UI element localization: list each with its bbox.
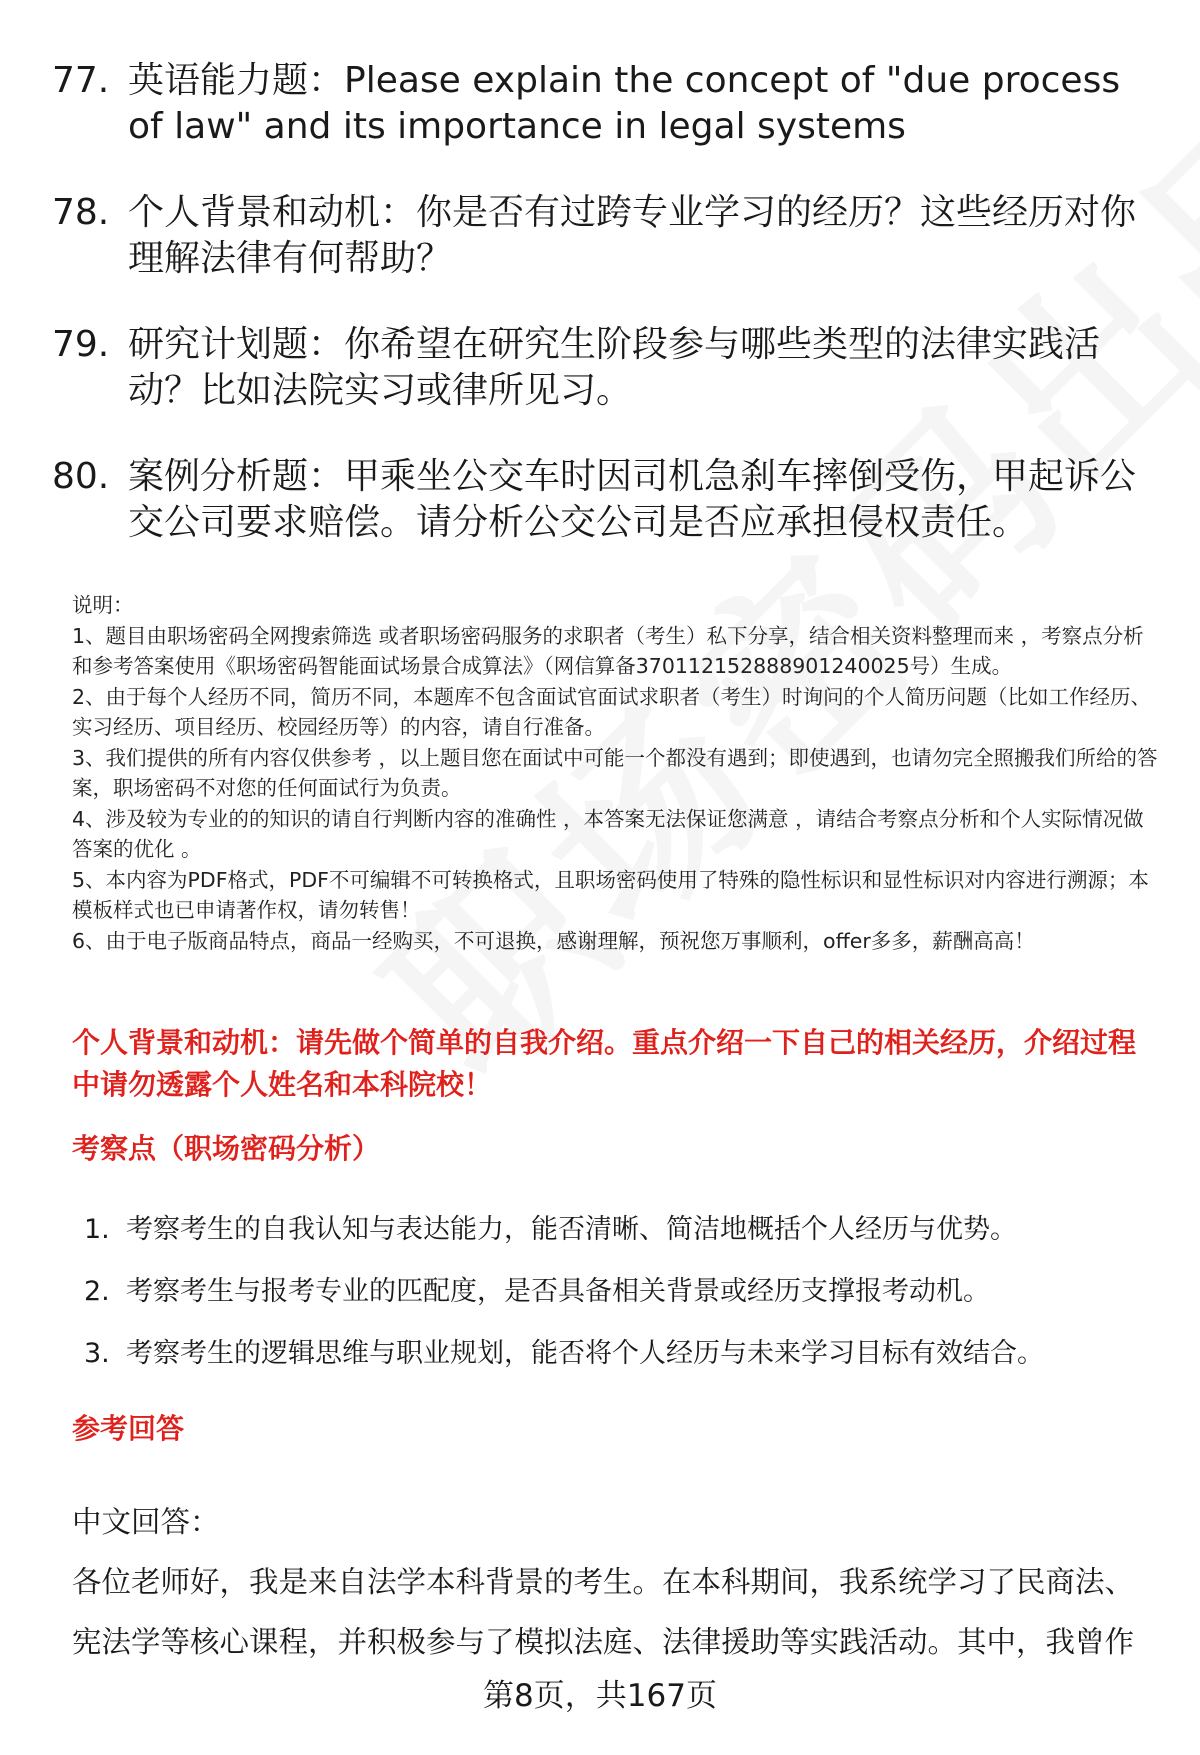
answer-text: 各位老师好，我是来自法学本科背景的考生。在本科期间，我系统学习了民商法、宪法学等核心课程，并积极参与了模拟法庭、法律援助等实践活动。其中，我曾作	[72, 1565, 1135, 1659]
notes-title: 说明：	[72, 593, 134, 617]
note-item: 5、本内容为PDF格式，PDF不可编辑不可转换格式，且职场密码使用了特殊的隐性标识和显性标识对内容进行溯源；本模板样式也已申请著作权，请勿转售！	[72, 867, 1149, 922]
point-text: 考察考生的自我认知与表达能力，能否清晰、简洁地概括个人经历与优势。	[126, 1214, 1017, 1245]
question-heading: 个人背景和动机：请先做个简单的自我介绍。重点介绍一下自己的相关经历，介绍过程中请勿透露个人姓名和本科院校！	[72, 1026, 1137, 1101]
answer-label: 中文回答：	[72, 1505, 220, 1539]
point-number: 2.	[84, 1276, 110, 1307]
question-item	[52, 58, 1152, 150]
question-text: 研究计划题：你希望在研究生阶段参与哪些类型的法律实践活动？比如法院实习或律所见习。	[128, 324, 1101, 411]
question-item	[52, 322, 1152, 414]
question-text: 个人背景和动机：你是否有过跨专业学习的经历？这些经历对你理解法律有何帮助？	[128, 192, 1137, 279]
question-number: 77.	[52, 60, 110, 101]
question-text: 英语能力题：Please explain the concept of "due process of law" and its importance in legal systems	[128, 60, 1121, 147]
point-item	[84, 1272, 1164, 1312]
question-item	[52, 454, 1152, 546]
note-item: 1、题目由职场密码全网搜索筛选 或者职场密码服务的求职者（考生）私下分享，结合相关资料整理而来 ，考察点分析和参考答案使用《职场密码智能面试场景合成算法》（网信算备370112152888901240025号）生成。	[72, 623, 1144, 678]
point-item	[84, 1210, 1164, 1250]
answer-heading: 参考回答	[72, 1412, 185, 1445]
answer-section	[72, 1492, 1162, 1672]
note-item: 2、由于每个人经历不同，简历不同，本题库不包含面试官面试求职者（考生）时询问的个人简历问题（比如工作经历、实习经历、项目经历、校园经历等）的内容，请自行准备。	[72, 684, 1152, 739]
point-text: 考察考生的逻辑思维与职业规划，能否将个人经历与未来学习目标有效结合。	[126, 1338, 1044, 1369]
note-item: 6、由于电子版商品特点，商品一经购买，不可退换，感谢理解，预祝您万事顺利，offer多多，薪酬高高！	[72, 928, 1035, 953]
point-text: 考察考生与报考专业的匹配度，是否具备相关背景或经历支撑报考动机。	[126, 1276, 990, 1307]
note-item: 4、涉及较为专业的的知识的请自行判断内容的准确性 ，本答案无法保证您满意 ，请结合考察点分析和个人实际情况做答案的优化 。	[72, 806, 1144, 861]
page-footer: 第8页，共167页	[483, 1678, 717, 1714]
point-number: 1.	[84, 1214, 110, 1245]
question-text: 案例分析题：甲乘坐公交车时因司机急刹车摔倒受伤，甲起诉公交公司要求赔偿。请分析公交公司是否应承担侵权责任。	[128, 456, 1137, 543]
question-list	[52, 58, 1152, 586]
point-number: 3.	[84, 1338, 110, 1369]
note-item: 3、我们提供的所有内容仅供参考 ，以上题目您在面试中可能一个都没有遇到；即使遇到，也请勿完全照搬我们所给的答案，职场密码不对您的任何面试行为负责。	[72, 745, 1158, 800]
points-heading: 考察点（职场密码分析）	[72, 1132, 381, 1165]
assessment-points	[84, 1210, 1164, 1396]
question-item	[52, 190, 1152, 282]
question-number: 79.	[52, 324, 110, 365]
question-number: 80.	[52, 456, 110, 497]
question-number: 78.	[52, 192, 110, 233]
notes-section	[72, 590, 1162, 956]
point-item	[84, 1334, 1164, 1374]
